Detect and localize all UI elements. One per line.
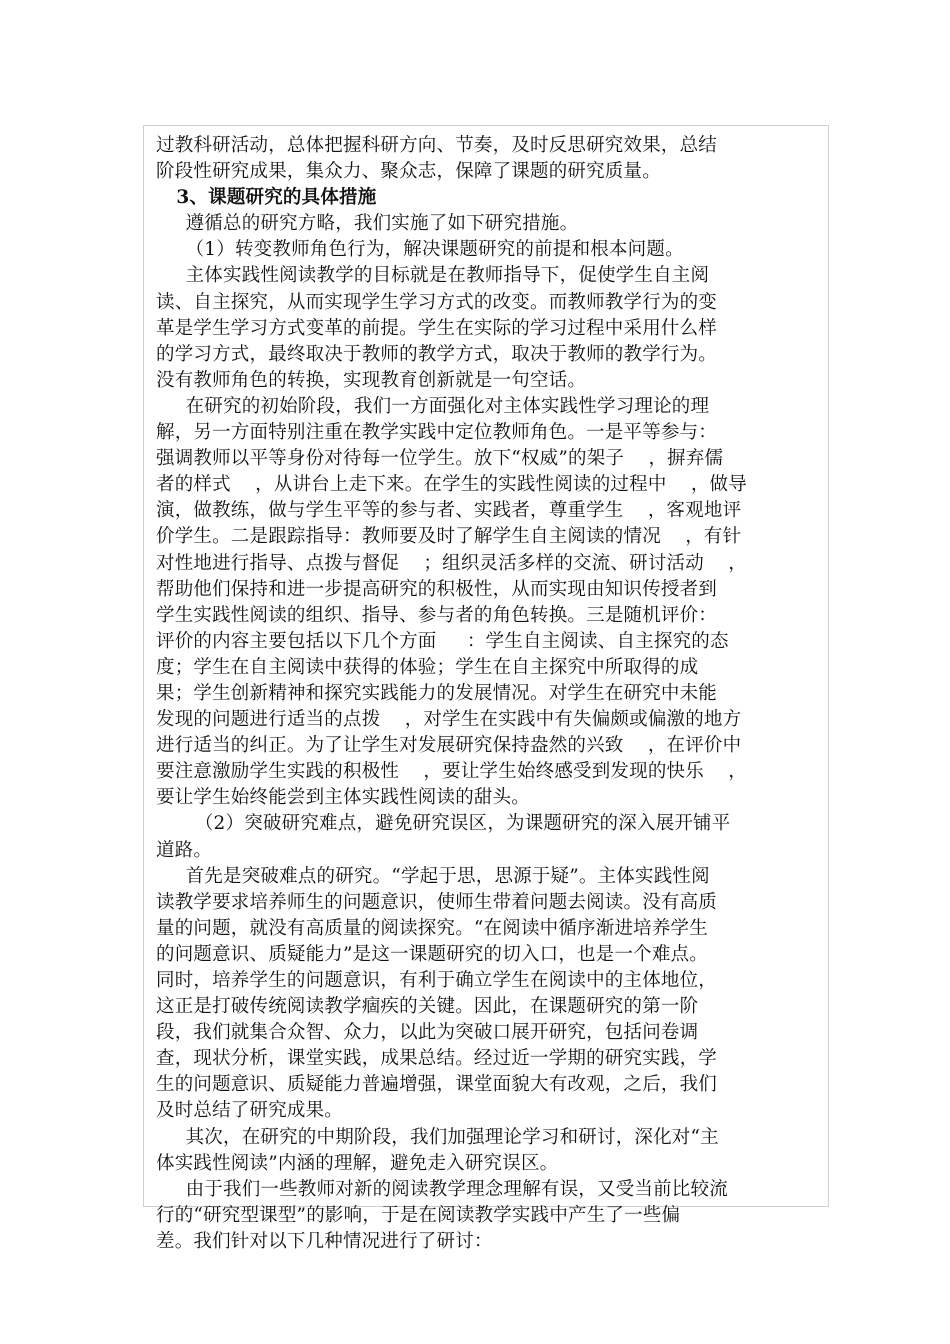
paragraph-line: 果；学生创新精神和探究实践能力的发展情况。对学生在研究中未能 — [156, 682, 718, 704]
paragraph-line: 演，做教练，做与学生平等的参与者、实践者，尊重学生 ，客观地评 — [156, 500, 742, 522]
paragraph-line: 生的问题意识、质疑能力普遍增强，课堂面貌大有改观，之后，我们 — [156, 1074, 718, 1096]
paragraph-line: 体实践性阅读”内涵的理解，避免走入研究误区。 — [156, 1152, 559, 1174]
paragraph-line: 道路。 — [156, 839, 213, 861]
paragraph-line: （2）突破研究难点，避免研究误区，为课题研究的深入展开铺平 — [194, 813, 731, 835]
paragraph-line: 学生实践性阅读的组织、指导、参与者的角色转换。三是随机评价： — [156, 604, 718, 626]
paragraph-line: 要让学生始终能尝到主体实践性阅读的甜头。 — [156, 787, 531, 809]
paragraph-line: 强调教师以平等身份对待每一位学生。放下“权威”的架子 ，摒弃儒 — [156, 448, 724, 470]
paragraph-line: 量的问题，就没有高质量的阅读探究。“在阅读中循序渐进培养学生 — [156, 917, 708, 939]
paragraph-line: 首先是突破难点的研究。“学起于思，思源于疑”。主体实践性阅 — [185, 865, 710, 887]
paragraph-line: 主体实践性阅读教学的目标就是在教师指导下，促使学生自主阅 — [185, 265, 710, 287]
section-heading: 3、课题研究的具体措施 — [176, 187, 377, 209]
paragraph-line: 解，另一方面特别注重在教学实践中定位教师角色。一是平等参与： — [156, 422, 718, 444]
paragraph-line: 遵循总的研究方略，我们实施了如下研究措施。 — [185, 213, 579, 235]
paragraph-line: 价学生。二是跟踪指导：教师要及时了解学生自主阅读的情况 ，有针 — [156, 526, 742, 548]
paragraph-line: 没有教师角色的转换，实现教育创新就是一句空话。 — [156, 369, 587, 391]
paragraph-line: 的学习方式，最终取决于教师的教学方式，取决于教师的教学行为。 — [156, 343, 718, 365]
paragraph-line: 阶段性研究成果，集众力、聚众志，保障了课题的研究质量。 — [156, 161, 661, 183]
paragraph-line: 的问题意识、质疑能力”是这一课题研究的切入口，也是一个难点。 — [156, 943, 708, 965]
paragraph-line: 读教学要求培养师生的问题意识，使师生带着问题去阅读。没有高质 — [156, 891, 718, 913]
paragraph-line: 段，我们就集合众智、众力，以此为突破口展开研究，包括问卷调 — [156, 1022, 699, 1044]
paragraph-line: 及时总结了研究成果。 — [156, 1100, 344, 1122]
paragraph-line: 要注意激励学生实践的积极性 ，要让学生始终感受到发现的快乐 ， — [156, 761, 747, 783]
paragraph-line: 对性地进行指导、点拨与督促 ；组织灵活多样的交流、研讨活动 ， — [156, 552, 747, 574]
paragraph-line: 同时，培养学生的问题意识，有利于确立学生在阅读中的主体地位， — [156, 970, 718, 991]
paragraph-line: 革是学生学习方式变革的前提。学生在实际的学习过程中采用什么样 — [156, 317, 718, 339]
paragraph-line: 发现的问题进行适当的点拨 ，对学生在实践中有失偏颇或偏激的地方 — [156, 709, 742, 731]
paragraph-line: 差。我们针对以下几种情况进行了研讨： — [156, 1230, 493, 1252]
paragraph-line: 评价的内容主要包括以下几个方面 ：学生自主阅读、自主探究的态 — [156, 630, 729, 652]
paragraph-line: 这正是打破传统阅读教学痼疾的关键。因此，在课题研究的第一阶 — [156, 996, 699, 1018]
paragraph-line: 进行适当的纠正。为了让学生对发展研究保持盎然的兴致 ，在评价中 — [156, 735, 742, 757]
paragraph-line: （1）转变教师角色行为，解决课题研究的前提和根本问题。 — [185, 239, 684, 261]
paragraph-line: 由于我们一些教师对新的阅读教学理念理解有误，又受当前比较流 — [185, 1178, 728, 1200]
document-body — [156, 133, 818, 1255]
paragraph-line: 行的“研究型课型”的影响，于是在阅读教学实践中产生了一些偏 — [156, 1204, 681, 1226]
paragraph-line: 查，现状分析，课堂实践，成果总结。经过近一学期的研究实践，学 — [156, 1048, 718, 1070]
paragraph-line: 其次，在研究的中期阶段，我们加强理论学习和研讨，深化对“主 — [185, 1126, 719, 1148]
paragraph-line: 度；学生在自主阅读中获得的体验；学生在自主探究中所取得的成 — [156, 656, 699, 678]
paragraph-line: 者的样式 ，从讲台上走下来。在学生的实践性阅读的过程中 ，做导 — [156, 474, 747, 496]
paragraph-line: 过教科研活动，总体把握科研方向、节奏，及时反思研究效果，总结 — [156, 135, 718, 156]
paragraph-line: 读、自主探究，从而实现学生学习方式的改变。而教师教学行为的变 — [156, 291, 718, 313]
paragraph-line: 在研究的初始阶段，我们一方面强化对主体实践性学习理论的理 — [185, 395, 710, 417]
paragraph-line: 帮助他们保持和进一步提高研究的积极性，从而实现由知识传授者到 — [156, 578, 718, 600]
